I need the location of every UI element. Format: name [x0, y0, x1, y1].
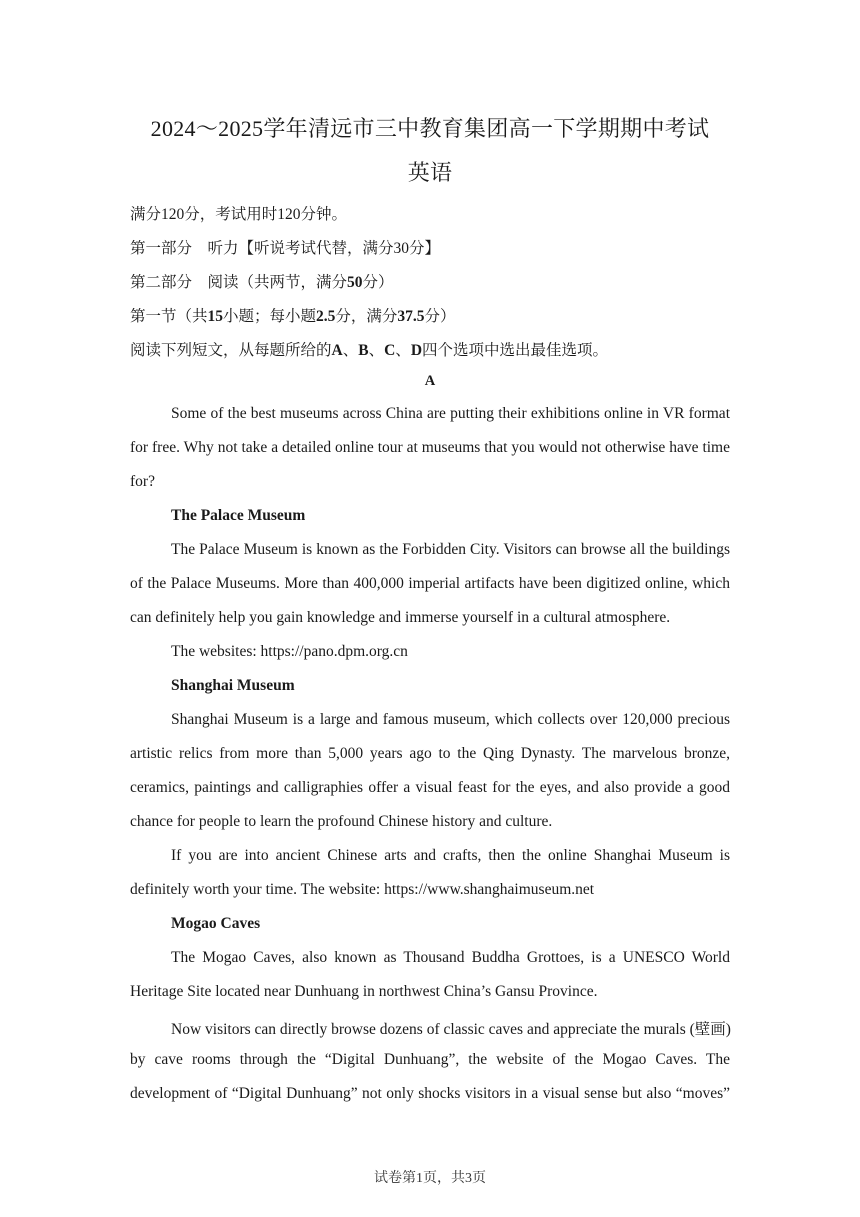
palace-line-1: The Palace Museum is known as the Forbidden City. Visitors can browse all the buildings: [171, 541, 730, 558]
palace-line-2: of the Palace Museums. More than 400,000 imperial artifacts have been digitized online, which: [130, 575, 730, 592]
part1-line: 第一部分 听力【听说考试代替，满分30分】: [130, 240, 441, 257]
mogao-line-4: by cave rooms through the “Digital Dunhuang”, the website of the Mogao Caves. The: [130, 1051, 730, 1068]
shanghai-line-6: definitely worth your time. The website: https://www.shanghaimuseum.net: [130, 881, 595, 898]
part2-line: 第二部分 阅读（共两节，满分50分）: [130, 274, 394, 291]
direction-line: 阅读下列短文，从每题所给的A、B、C、D四个选项中选出最佳选项。: [130, 342, 609, 359]
section1-line: 第一节（共15小题；每小题2.5分，满分37.5分）: [130, 308, 456, 325]
intro-line-1: Some of the best museums across China are putting their exhibitions online in VR format: [171, 405, 730, 422]
palace-heading: The Palace Museum: [171, 507, 306, 524]
passage-label: A: [424, 373, 436, 389]
mogao-line-1: The Mogao Caves, also known as Thousand Buddha Grottoes, is a UNESCO World: [171, 949, 730, 966]
page-footer: 试卷第1页，共3页: [374, 1171, 486, 1186]
shanghai-line-5: If you are into ancient Chinese arts and crafts, then the online Shanghai Museum is: [171, 847, 730, 864]
shanghai-line-1: Shanghai Museum is a large and famous museum, which collects over 120,000 precious: [171, 711, 730, 728]
mogao-line-3: Now visitors can directly browse dozens of classic caves and appreciate the murals (壁画): [171, 1021, 731, 1038]
intro-line-3: for?: [130, 473, 155, 490]
exam-subject: 英语: [407, 160, 453, 185]
exam-title: 2024～2025学年清远市三中教育集团高一下学期期中考试: [150, 116, 710, 141]
palace-line-3: can definitely help you gain knowledge and immerse yourself in a cultural atmosphere.: [130, 609, 671, 626]
score-time-line: 满分120分，考试用时120分钟。: [130, 206, 348, 223]
mogao-line-5: development of “Digital Dunhuang” not only shocks visitors in a visual sense but also “moves”: [130, 1085, 730, 1102]
shanghai-heading: Shanghai Museum: [171, 677, 295, 694]
shanghai-line-3: ceramics, paintings and calligraphies offer a visual feast for the eyes, and also provide a good: [130, 779, 730, 796]
mogao-line-2: Heritage Site located near Dunhuang in northwest China’s Gansu Province.: [130, 983, 598, 1000]
mogao-heading: Mogao Caves: [171, 915, 261, 932]
shanghai-line-2: artistic relics from more than 5,000 years ago to the Qing Dynasty. The marvelous bronze,: [130, 745, 730, 762]
palace-website: The websites: https://pano.dpm.org.cn: [171, 643, 408, 660]
intro-line-2: for free. Why not take a detailed online tour at museums that you would not otherwise have time: [130, 439, 730, 456]
shanghai-line-4: chance for people to learn the profound Chinese history and culture.: [130, 813, 553, 830]
